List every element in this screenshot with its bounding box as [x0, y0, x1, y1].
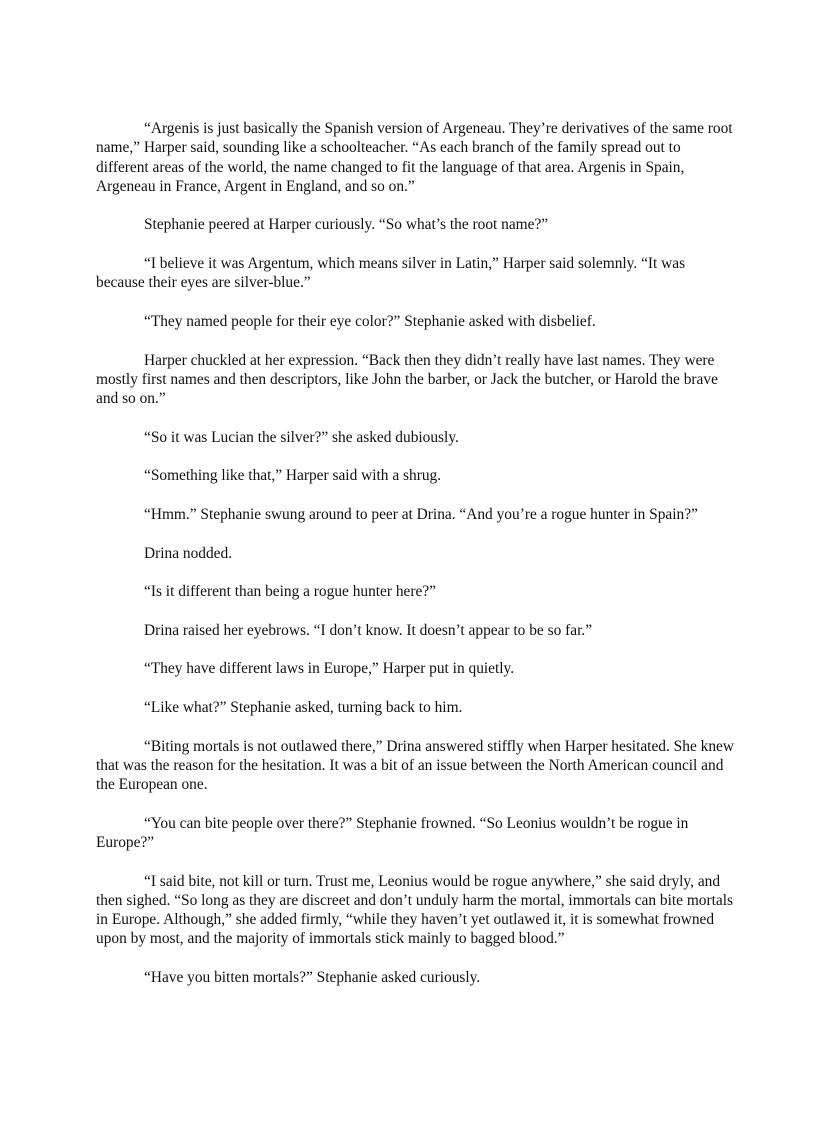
paragraph: “Have you bitten mortals?” Stephanie asked curiously.	[144, 969, 481, 987]
paragraph: “They named people for their eye color?” Stephanie asked with disbelief.	[144, 312, 596, 330]
paragraph: “You can bite people over there?” Stephanie frowned. “So Leonius wouldn’t be rogue in Europe?”	[96, 814, 689, 851]
body-text	[96, 119, 736, 1007]
paragraph: Stephanie peered at Harper curiously. “So what’s the root name?”	[144, 216, 549, 234]
paragraph: “Is it different than being a rogue hunter here?”	[144, 583, 437, 601]
paragraph: Drina nodded.	[144, 544, 233, 562]
paragraph: “Hmm.” Stephanie swung around to peer at Drina. “And you’re a rogue hunter in Spain?”	[144, 505, 698, 523]
paragraph: “Argenis is just basically the Spanish version of Argeneau. They’re derivatives of the same root name,” Harper said, sounding like a schoolteacher. “As each branch of the family spread out to different areas of the world, the name changed to fit the language of that area. Argenis in Spain, Argeneau in France, Argent in England, and so on.”	[96, 120, 733, 195]
paragraph: Drina raised her eyebrows. “I don’t know. It doesn’t appear to be so far.”	[144, 621, 593, 639]
paragraph: “I believe it was Argentum, which means silver in Latin,” Harper said solemnly. “It was because their eyes are silver-blue.”	[96, 255, 686, 292]
paragraph: Harper chuckled at her expression. “Back then they didn’t really have last names. They were mostly first names and then descriptors, like John the barber, or Jack the butcher, or Harold the brave and so on.”	[96, 351, 718, 408]
paragraph: “So it was Lucian the silver?” she asked dubiously.	[144, 428, 459, 446]
paragraph: “They have different laws in Europe,” Harper put in quietly.	[144, 660, 515, 678]
paragraph: “Biting mortals is not outlawed there,” Drina answered stiffly when Harper hesitated. She knew that was the reason for the hesitation. It was a bit of an issue between the North American council and the European one.	[96, 737, 734, 794]
paragraph: “I said bite, not kill or turn. Trust me, Leonius would be rogue anywhere,” she said dryly, and then sighed. “So long as they are discreet and don’t unduly harm the mortal, immortals can bite mortals in Europe. Although,” she added firmly, “while they haven’t yet outlawed it, it is somewhat frowned upon by most, and the majority of immortals stick mainly to bagged blood.”	[96, 872, 733, 948]
paragraph: “Like what?” Stephanie asked, turning back to him.	[144, 698, 463, 716]
paragraph: “Something like that,” Harper said with a shrug.	[144, 467, 442, 485]
